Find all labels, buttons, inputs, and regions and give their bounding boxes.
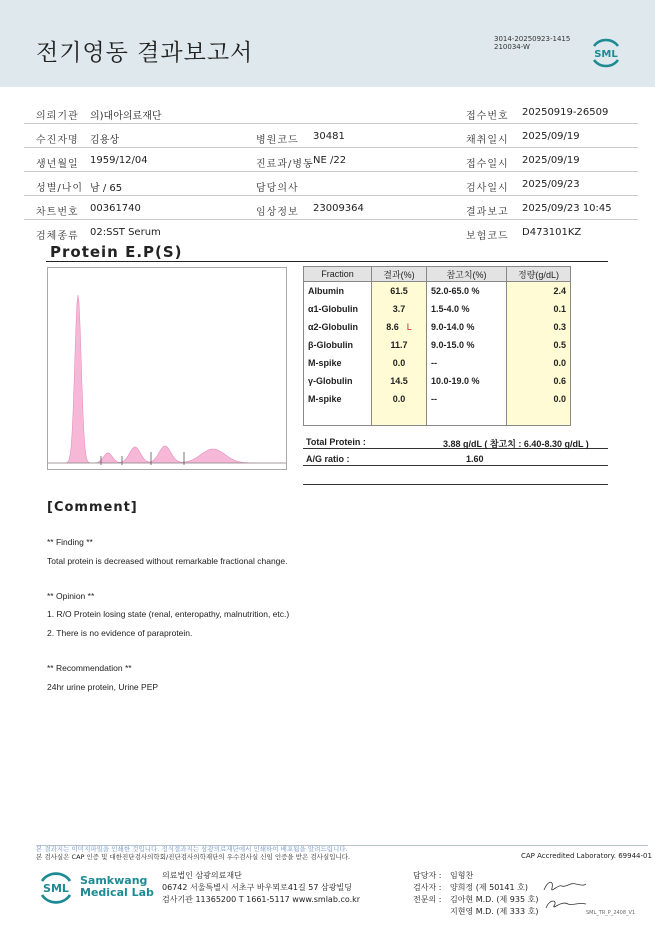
fraction-quantity: 0.5 (507, 336, 571, 354)
ag-ratio-value: 1.60 (466, 454, 484, 464)
document-id-line1: 3014-20250923-1415 (494, 35, 571, 43)
staff-name: 지현영 M.D. (제 333 호) (450, 907, 539, 916)
info-row (24, 100, 638, 124)
result-value: 8.6 (386, 321, 399, 332)
organization-info (162, 870, 360, 906)
recommendation-text: 24hr urine protein, Urine PEP (47, 682, 159, 692)
protein-fraction-table (303, 266, 571, 426)
electrophoresis-graph (47, 267, 287, 470)
report-title: 전기영동 결과보고서 (36, 40, 254, 66)
brand-name (80, 875, 154, 899)
info-row (24, 124, 638, 148)
finding-text: Total protein is decreased without remarkable fractional change. (47, 556, 288, 566)
value-hospital-code: 30481 (313, 131, 345, 142)
fraction-name: Albumin (304, 282, 372, 300)
total-protein-value: 3.88 g/dL ( 참고치 : 6.40-8.30 g/dL ) (443, 439, 589, 449)
value-chart-number: 00361740 (90, 203, 141, 214)
report-header (0, 0, 655, 87)
fraction-quantity: 0.1 (507, 300, 571, 318)
fraction-reference: -- (427, 354, 507, 372)
staff-name: 임형찬 (450, 871, 474, 880)
cap-accreditation: CAP Accredited Laboratory. 69944-01 (521, 852, 652, 860)
total-protein-spacer (303, 466, 608, 485)
fraction-name: γ-Globulin (304, 372, 372, 390)
logo-text: SML (594, 49, 618, 60)
fraction-reference: 9.0-15.0 % (427, 336, 507, 354)
result-value: 61.5 (390, 285, 408, 296)
value-patient-name: 김용상 (90, 135, 119, 146)
fraction-quantity: 2.4 (507, 282, 571, 300)
staff-name: 김아현 M.D. (제 935 호) (450, 895, 539, 904)
organization-contact: 검사기관 11365200 T 1661-5117 www.smlab.co.kr (162, 895, 361, 904)
label-report-date: 결과보고 (466, 207, 509, 218)
fraction-result (372, 354, 427, 372)
fraction-result (372, 282, 427, 300)
column-header-fraction: Fraction (304, 267, 372, 282)
column-header-result: 결과(%) (372, 267, 427, 282)
low-flag: L (406, 321, 412, 332)
fraction-result (372, 408, 427, 426)
test-title-underline (46, 261, 608, 262)
result-value: 3.7 (392, 303, 406, 314)
table-row (304, 390, 571, 408)
document-id (494, 35, 570, 51)
document-id-line2: 210034-W (494, 43, 530, 51)
finding-heading: ** Finding ** (47, 537, 93, 547)
staff-labels (413, 870, 441, 906)
staff-label: 검사자 : (413, 883, 442, 892)
result-value: 14.5 (390, 375, 408, 386)
brand-line2: Medical Lab (80, 886, 154, 899)
fraction-reference: -- (427, 390, 507, 408)
value-report-date: 2025/09/23 10:45 (522, 203, 612, 214)
total-protein-row (303, 432, 608, 449)
brand-line1: Samkwang (80, 874, 148, 887)
value-birth-date: 1959/12/04 (90, 155, 148, 166)
logo-text: SML (43, 882, 69, 895)
form-code: SML_TR_P_2408_V1 (586, 910, 636, 916)
table-row (304, 318, 571, 336)
fraction-name: β-Globulin (304, 336, 372, 354)
fraction-result (372, 336, 427, 354)
footer-disclaimer-accreditation: 본 검사실은 CAP 인증 및 대한진단검사의학회/진단검사의학재단의 우수검사실 신임 인증을 받은 검사실입니다. (36, 853, 351, 861)
label-receipt-date: 접수일시 (466, 159, 509, 170)
fraction-name: α1-Globulin (304, 300, 372, 318)
label-test-date: 검사일시 (466, 183, 509, 194)
table-row (304, 354, 571, 372)
electrophoresis-curve-svg (48, 268, 286, 469)
physician-signature (540, 878, 590, 912)
info-row (24, 220, 638, 244)
fraction-reference: 52.0-65.0 % (427, 282, 507, 300)
info-row (24, 172, 638, 196)
ag-ratio-label: A/G ratio : (306, 454, 350, 464)
table-row-empty (304, 408, 571, 426)
fraction-result (372, 318, 427, 336)
column-header-reference: 참고치(%) (427, 267, 507, 282)
organization-address: 06742 서울특별시 서초구 바우뫼로41길 57 삼광빌딩 (162, 883, 352, 892)
value-insurance-code: D473101KZ (522, 227, 582, 238)
total-protein-label: Total Protein : (306, 437, 366, 447)
label-department: 진료과/병동 (256, 159, 314, 170)
fraction-quantity: 0.0 (507, 354, 571, 372)
recommendation-heading: ** Recommendation ** (47, 663, 132, 673)
fraction-quantity: 0.3 (507, 318, 571, 336)
organization-name: 의료법인 삼광의료재단 (162, 871, 242, 880)
fraction-quantity: 0.0 (507, 390, 571, 408)
sml-logo-icon (36, 870, 76, 906)
label-receipt-number: 접수번호 (466, 111, 509, 122)
column-header-quantity: 정량(g/dL) (507, 267, 571, 282)
label-collection-date: 채취일시 (466, 135, 509, 146)
fraction-quantity (507, 408, 571, 426)
label-chart-number: 차트번호 (36, 207, 79, 218)
result-value: 0.0 (392, 393, 406, 404)
label-hospital-code: 병원코드 (256, 135, 299, 146)
fraction-name: M-spike (304, 390, 372, 408)
info-row (24, 148, 638, 172)
value-collection-date: 2025/09/19 (522, 131, 580, 142)
comment-heading: [Comment] (47, 500, 138, 515)
fraction-result (372, 390, 427, 408)
fraction-reference: 1.5-4.0 % (427, 300, 507, 318)
fraction-result (372, 372, 427, 390)
table-row (304, 300, 571, 318)
label-clinical-info: 임상정보 (256, 207, 299, 218)
table-row (304, 372, 571, 390)
label-requesting-org: 의뢰기관 (36, 111, 79, 122)
label-sex-age: 성별/나이 (36, 183, 84, 194)
sml-logo-icon (588, 36, 624, 70)
fraction-reference: 10.0-19.0 % (427, 372, 507, 390)
electrophoresis-curve (48, 295, 286, 463)
fraction-reference: 9.0-14.0 % (427, 318, 507, 336)
ag-ratio-row (303, 449, 608, 466)
value-department: NE /22 (313, 155, 347, 166)
value-specimen-type: 02:SST Serum (90, 227, 161, 238)
fraction-name: M-spike (304, 354, 372, 372)
value-requesting-org: 의)대아의료재단 (90, 111, 162, 122)
table-row (304, 282, 571, 300)
table-header-row (304, 267, 571, 282)
fraction-name (304, 408, 372, 426)
staff-label: 담당자 : (413, 871, 442, 880)
result-value: 0.0 (392, 357, 406, 368)
value-sex-age: 남 / 65 (90, 183, 123, 194)
staff-name: 양희정 (제 50141 호) (450, 883, 528, 892)
staff-label: 전문의 : (413, 895, 442, 904)
total-protein-box (303, 432, 608, 485)
info-row (24, 196, 638, 220)
patient-info-table (24, 100, 638, 244)
fraction-reference (427, 408, 507, 426)
staff-names (450, 870, 538, 918)
fraction-quantity: 0.6 (507, 372, 571, 390)
test-title: Protein E.P(S) (50, 243, 183, 261)
label-patient-name: 수진자명 (36, 135, 79, 146)
label-physician: 담당의사 (256, 183, 299, 194)
fraction-result (372, 300, 427, 318)
footer-disclaimer-image: 본 결과지는 이미지파일을 인쇄한 것입니다. 정식결과지는 삼광의료재단에서 인쇄하여 배포됨을 알려드립니다. (36, 845, 348, 853)
opinion-heading: ** Opinion ** (47, 591, 95, 601)
label-insurance-code: 보험코드 (466, 231, 509, 242)
value-receipt-date: 2025/09/19 (522, 155, 580, 166)
label-birth-date: 생년월일 (36, 159, 79, 170)
label-specimen-type: 검체종류 (36, 231, 79, 242)
value-receipt-number: 20250919-26509 (522, 107, 609, 118)
result-value: 11.7 (390, 339, 408, 350)
fraction-name: α2-Globulin (304, 318, 372, 336)
value-clinical-info: 23009364 (313, 203, 364, 214)
opinion-item: 1. R/O Protein losing state (renal, enteropathy, malnutrition, etc.) (47, 609, 290, 619)
value-test-date: 2025/09/23 (522, 179, 580, 190)
table-row (304, 336, 571, 354)
opinion-item: 2. There is no evidence of paraprotein. (47, 628, 193, 638)
